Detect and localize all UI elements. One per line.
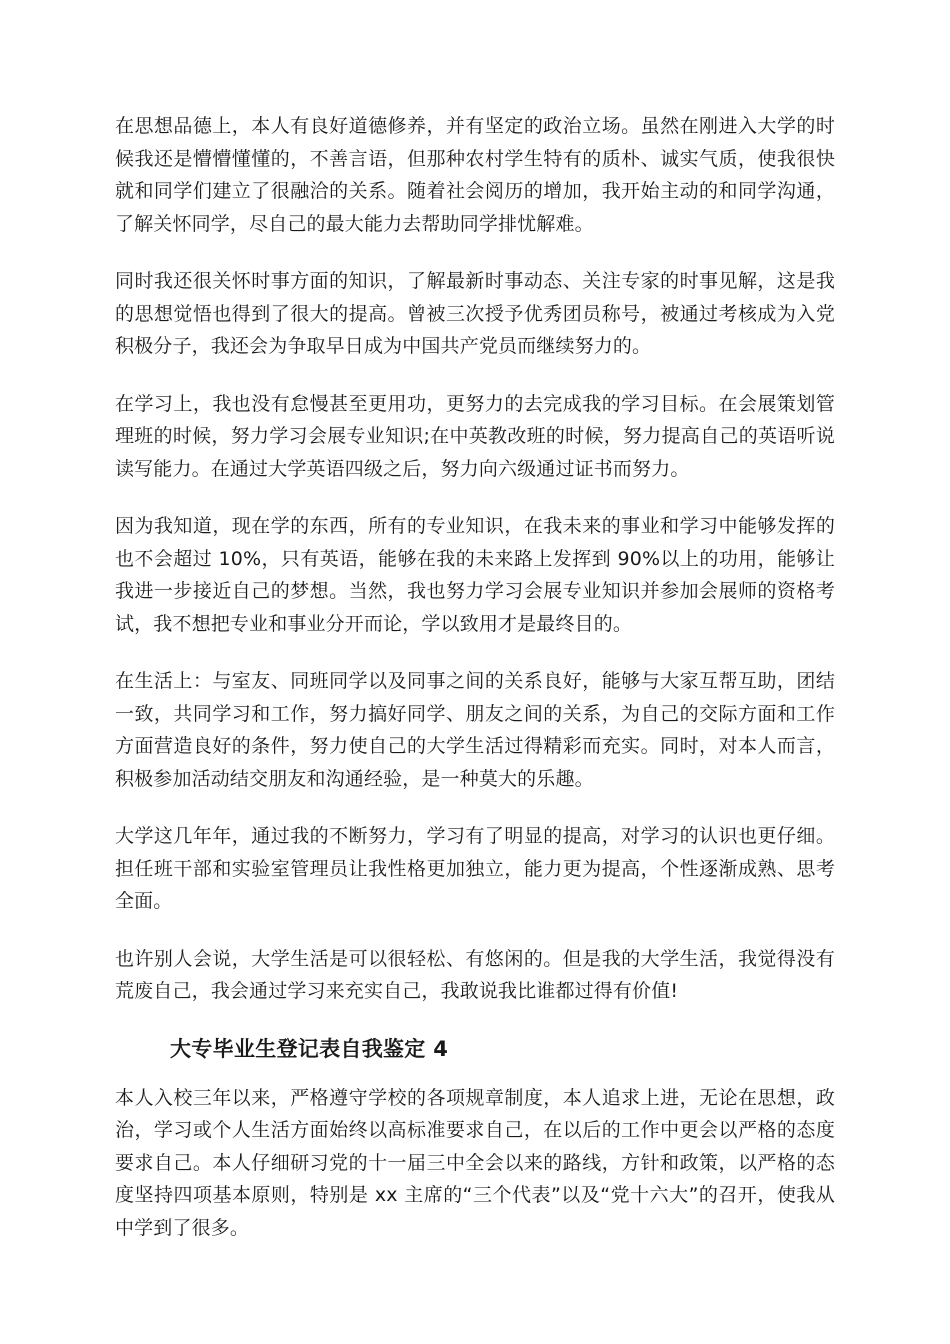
document-body <box>115 110 835 1269</box>
paragraph-study: 在学习上，我也没有怠慢甚至更用功，更努力的去完成我的学习目标。在会展策划管理班的时候，努力学习会展专业知识;在中英教改班的时候，努力提高自己的英语听说读写能力。在通过大学英语四级之后，努力向六级通过证书而努力。 <box>115 392 835 480</box>
paragraph-conclusion: 也许别人会说，大学生活是可以很轻松、有悠闲的。但是我的大学生活，我觉得没有荒废自己，我会通过学习来充实自己，我敢说我比谁都过得有价值! <box>115 947 835 1002</box>
paragraph-moral: 在思想品德上，本人有良好道德修养，并有坚定的政治立场。虽然在刚进入大学的时候我还是懵懵懂懂的，不善言语，但那种农村学生特有的质朴、诚实气质，使我很快就和同学们建立了很融洽的关系。随着社会阅历的增加，我开始主动的和同学沟通，了解关怀同学，尽自己的最大能力去帮助同学排忧解难。 <box>115 115 835 235</box>
section-heading: 大专毕业生登记表自我鉴定 4 <box>170 1036 449 1061</box>
paragraph-english: 因为我知道，现在学的东西，所有的专业知识，在我未来的事业和学习中能够发挥的也不会超过 10%，只有英语，能够在我的未来路上发挥到 90%以上的功用，能够让我进一步接近自己的梦想。当然，我也努力学习会展专业知识并参加会展师的资格考试，我不想把专业和事业分开而论，学以致用才是最终目的。 <box>115 515 835 635</box>
paragraph-life: 在生活上：与室友、同班同学以及同事之间的关系良好，能够与大家互帮互助，团结一致，共同学习和工作，努力搞好同学、朋友之间的关系，为自己的交际方面和工作方面营造良好的条件，努力使自己的大学生活过得精彩而充实。同时，对本人而言，积极参加活动结交朋友和沟通经验，是一种莫大的乐趣。 <box>115 670 835 790</box>
paragraph-progress: 大学这几年年，通过我的不断努力，学习有了明显的提高，对学习的认识也更仔细。担任班干部和实验室管理员让我性格更加独立，能力更为提高，个性逐渐成熟、思考全面。 <box>115 825 835 912</box>
paragraph-current-affairs: 同时我还很关怀时事方面的知识，了解最新时事动态、关注专家的时事见解，这是我的思想觉悟也得到了很大的提高。曾被三次授予优秀团员称号，被通过考核成为入党积极分子，我还会为争取早日成为中国共产党员而继续努力的。 <box>115 270 835 357</box>
paragraph-self-assessment: 本人入校三年以来，严格遵守学校的各项规章制度，本人追求上进，无论在思想，政治，学习或个人生活方面始终以高标准要求自己，在以后的工作中更会以严格的态度要求自己。本人仔细研习党的十一届三中全会以来的路线，方针和政策，以严格的态度坚持四项基本原则，特别是 xx 主席的“三个代表”以及“党十六大”的召开，使我从中学到了很多。 <box>115 1086 835 1239</box>
